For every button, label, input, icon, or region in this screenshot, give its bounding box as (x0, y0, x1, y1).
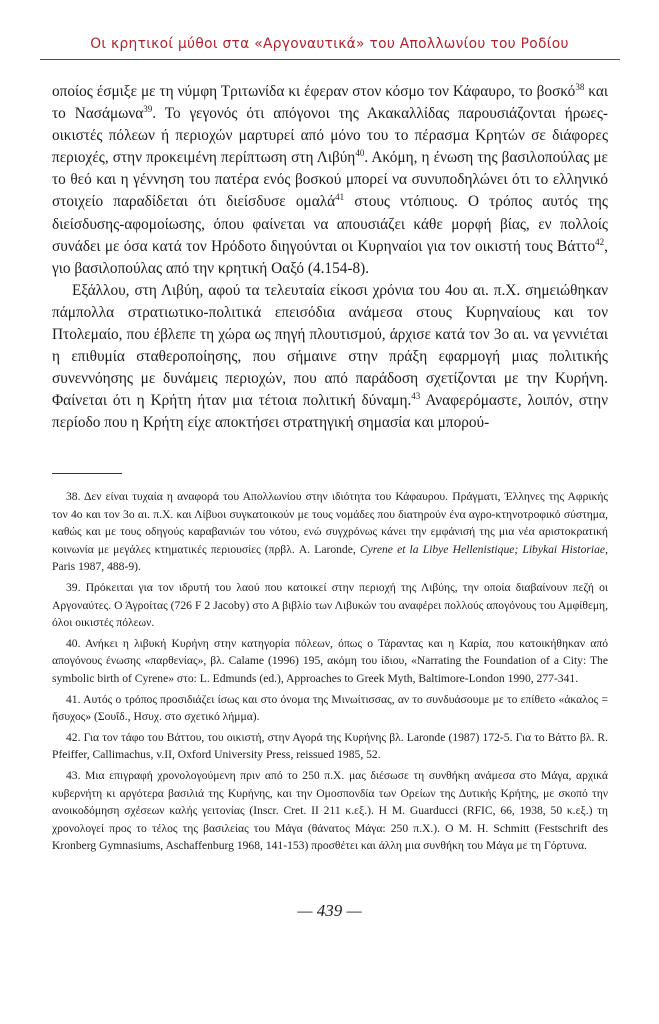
text-run: , Paris 1987, 488-9). (52, 542, 608, 574)
main-paragraph (52, 280, 608, 435)
text-run: 40. Ανήκει η λιβυκή Κυρήνη στην κατηγορία πόλεων, όπως ο Τάραντας και η Καρία, που κατοικήθηκαν από απογόνους ένωσης «παρθενίας», βλ. Calame (1996) 195, ακόμη του ίδιου, «Narrating the Foundation of a City: The symbolic birth of Cyrene» στο: L. Edmunds (ed.), Approaches to Greek Myth, Baltimore-London 1990, 277-341. (52, 636, 608, 685)
text-run: οποίος έσμιξε με τη νύμφη Τριτωνίδα κι έφεραν στον κόσμο τον Κάφαυρο, το βοσκό (52, 83, 576, 100)
footnote-43 (52, 767, 608, 855)
text-run: και το Νασάμωνα (52, 83, 608, 123)
main-text (52, 81, 608, 435)
footnote-ref[interactable]: 40 (355, 148, 365, 159)
footnote-separator (52, 473, 122, 474)
footnote-ref[interactable]: 38 (575, 81, 585, 92)
footnote-ref[interactable]: 39 (143, 104, 153, 114)
text-run: 43. Μια επιγραφή χρονολογούμενη πριν από το 250 π.Χ. μας διέσωσε τη συνθήκη ανάμεσα στο Μάγα, αρχικά κυβερνήτη κι αργότερα βασιλιά της Κυρήνης, και την Ομοσπονδία των Ορείων της Δυτικής Κρήτης, με σκοπό την ανοικοδόμηση σχέσεων καλής γειτονίας (Inscr. Cret. II 211 κ.εξ.). Η M. Guarducci (RFIC, 66, 1938, 50 κ.εξ.) τη χρονολογεί προς το τέλος της βασιλείας του Μάγα (θάνατος Μάγα: 250 π.Χ.). Ο M. H. Schmitt (Festschrift des Kronberg Gymnasiums, Aschaffenburg 1968, 141-153) προσθέτει και άλλη μια συνθήκη του Μάγα με τη Γόρτυνα. (52, 768, 608, 853)
text-run: στους ντόπιους. Ο τρόπος αυτός της διείσδυσης-αφομοίωσης, όπου φαίνεται να απουσιάζει κάθε μορφή βίας, εν πολλοίς συνάδει με όσα κατά τον Ηρόδοτο διηγούνται οι Κυρηναίοι για τον οικιστή τους Βάττο (52, 193, 608, 255)
text-run: 42. Για τον τάφο του Βάττου, του οικιστή, στην Αγορά της Κυρήνης βλ. Laronde (1987) 172-5. Για το Βάττο βλ. R. Pfeiffer, Callimachus, v.II, Oxford University Press, reissued 1985, 52. (52, 730, 608, 762)
italic-title: Cyrene et la Libye Hellenistique; Libykai Historiae (359, 542, 606, 556)
footnote-41 (52, 691, 608, 726)
text-run: , γιο βασιλοπούλας από την κρητική Οαξό (4.154-8). (52, 237, 608, 277)
footnote-42 (52, 729, 608, 764)
footnote-38 (52, 488, 608, 576)
text-run: Αναφερόμαστε, λοιπόν, στην περίοδο που η Κρήτη είχε αποκτήσει στρατηγική σημασία και μπορού- (52, 392, 609, 432)
footnotes (52, 488, 608, 858)
text-run: 39. Πρόκειται για τον ιδρυτή του λαού που κατοικεί στην περιοχή της Λιβύης, την οποία διαβαίνουν πεζή οι Αργοναύτες. Ο Άγροίτας (726 F 2 Jacoby) στο Α βιβλίο των Λιβυκών του αναφέρει πολλούς απογόνους του Αμφίθεμη, όλοι οικιστές πόλεων. (52, 580, 608, 630)
page-number: — 439 — (297, 901, 362, 920)
text-run: Εξάλλου, στη Λιβύη, αφού τα τελευταία είκοσι χρόνια του 4ου αι. π.Χ. σημειώθηκαν πάμπολλα στρατιωτικο-πολιτικά επεισόδια ανάμεσα στους Κυρηναίους και τον Πτολεμαίο, που έβλεπε τη χώρα ως πηγή πλουτισμού, άρχισε κατά τον 3ο αι. να γεννιέται η επιθυμία σταθεροποίησης, που σήμαινε στην πράξη εφαρμογή μιας πολιτικής συνεννόησης με δυνάμεις περιοχών, που από παράδοση σχετίζονται με την Κυρήνη. Φαίνεται ότι η Κρήτη ήταν μια τέτοια πολιτική δύναμη. (52, 281, 608, 410)
footnote-40 (52, 635, 608, 688)
text-run: 41. Αυτός ο τρόπος προσιδιάζει ίσως και στο όνομα της Μινωίτισσας, αν το συνδυάσουμε με το επίθετο «άκαλος = ἥσυχος» (Σουΐδ., Ησυχ. στο σχετικό λήμμα). (52, 692, 608, 724)
footnote-39 (52, 579, 608, 632)
text-run: . Ακόμη, η ένωση της βασιλοπούλας με το θεό και η γέννηση του πατέρα ενός βοσκού μπορεί να συνυποδηλώνει ότι το ελληνικό στοιχείο παραδίδεται ότι διείσδυσε ομαλά (52, 149, 608, 211)
text-run: 38. Δεν είναι τυχαία η αναφορά του Απολλωνίου στην ιδιότητα του Κάφαυρου. Πράγματι, Έλληνες της Αφρικής τον 4ο και τον 3ο αι. π.Χ. και Λίβυοι συγκατοικούν με τους νομάδες που διατηρούν ένα αγρο-κτηνοτροφικό σύστημα, καθώς και με τους οδηγούς καραβανιών του νότου, ενώ συγχρόνως κάνει την εμφάνισή της μια νέα αριστοκρατική κοινωνία με μεγάλες κτηματικές περιουσίες (πρβλ. A. Laronde, (52, 490, 608, 556)
footnote-ref[interactable]: 43 (411, 391, 421, 402)
main-paragraph (52, 81, 608, 280)
running-header-title: Οι κρητικοί μύθοι στα «Αργοναυτικά» του Απολλωνίου του Ροδίου (90, 36, 569, 52)
footnote-ref[interactable]: 41 (335, 192, 345, 203)
text-run: . Το γεγονός ότι απόγονοι της Ακακαλλίδας παρουσιάζονται ήρωες-οικιστές πόλεων ή περιοχών μαρτυρεί από μόνο του το πέρασμα Κρητών σε διάφορες περιοχές, στην προκειμένη περίπτωση στη Λιβύη (52, 105, 608, 167)
footnote-ref[interactable]: 42 (595, 236, 605, 247)
header-rule (40, 59, 620, 60)
